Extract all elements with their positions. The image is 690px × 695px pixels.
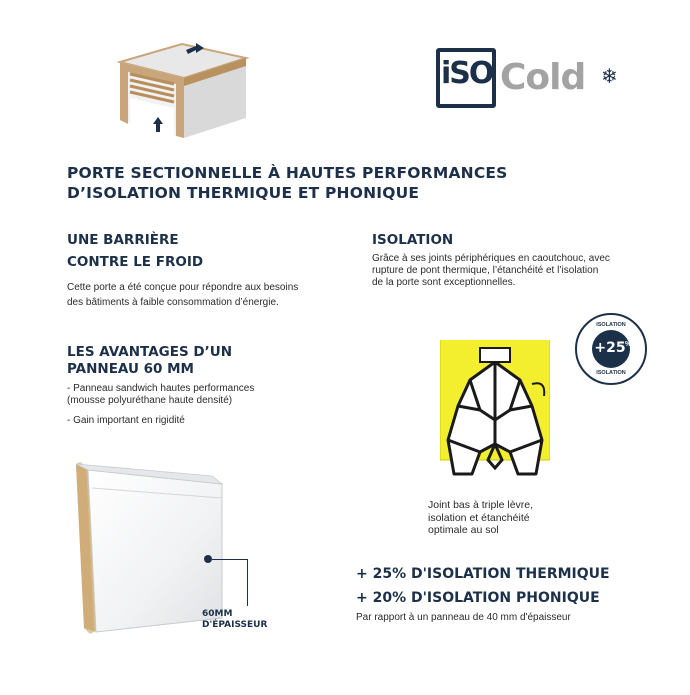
panel-label-line2: D'ÉPAISSEUR	[202, 620, 268, 630]
isolation-heading: ISOLATION	[372, 232, 454, 248]
barrier-heading-line1: UNE BARRIÈRE	[67, 232, 179, 248]
barrier-heading-line2: CONTRE LE FROID	[67, 254, 204, 270]
panel-marker-line-vertical	[247, 559, 248, 606]
isocold-logo	[436, 48, 626, 108]
page-title	[67, 163, 627, 203]
isolation-text-line3: de la porte sont exceptionnelles.	[372, 277, 516, 288]
performance-section	[356, 562, 676, 624]
advantages-section	[67, 344, 357, 427]
badge-top-text: ISOLATION	[596, 322, 626, 328]
advantage-item2: - Gain important en rigidité	[67, 415, 185, 426]
logo-iso-box	[436, 48, 496, 108]
joint-illustration	[440, 340, 550, 492]
advantages-heading-line1: LES AVANTAGES D’UN	[67, 344, 232, 360]
isolation-section	[372, 229, 662, 289]
logo-iso-text: iSO	[441, 56, 493, 91]
panel-marker-line	[212, 559, 248, 560]
isolation-text-line1: Grâce à ses joints périphériques en caoutchouc, avec	[372, 253, 610, 264]
advantage-item1-line1: - Panneau sandwich hautes performances	[67, 383, 255, 394]
logo-iso-inner	[440, 52, 492, 104]
barrier-section	[67, 229, 357, 310]
advantage-item1-line2: (mousse polyuréthane haute densité)	[67, 395, 233, 406]
badge-value: +25	[594, 340, 626, 356]
garage-illustration	[112, 40, 252, 145]
badge-bottom-text: ISOLATION	[596, 370, 626, 376]
panel-label-line1: 60MM	[202, 609, 233, 619]
performance-note: Par rapport à un panneau de 40 mm d'épaisseur	[356, 612, 571, 623]
barrier-text-line2: des bâtiments à faible consommation d’énergie.	[67, 297, 279, 308]
panel-label	[202, 609, 302, 631]
isolation-text-line2: rupture de pont thermique, l’étanchéité et l’isolation	[372, 265, 599, 276]
performance-phonic: + 20% D'ISOLATION PHONIQUE	[356, 590, 600, 606]
badge-unit: %	[625, 341, 632, 348]
snowflake-icon: ❄	[601, 66, 618, 88]
title-line1: PORTE SECTIONNELLE À HAUTES PERFORMANCES	[67, 164, 508, 182]
title-line2: D’ISOLATION THERMIQUE ET PHONIQUE	[67, 184, 420, 202]
joint-caption-line2: isolation et étanchéité	[428, 511, 530, 524]
performance-thermal: + 25% D'ISOLATION THERMIQUE	[356, 566, 610, 582]
joint-caption-line1: Joint bas à triple lèvre,	[428, 499, 534, 511]
joint-caption-line3: optimale au sol	[428, 524, 499, 536]
panel-marker-dot	[204, 555, 212, 563]
advantages-heading-line2: PANNEAU 60 MM	[67, 361, 194, 377]
isolation-badge	[574, 312, 648, 386]
logo-cold-text: Cold	[500, 57, 586, 98]
barrier-text-line1: Cette porte a été conçue pour répondre aux besoins	[67, 282, 299, 293]
joint-caption	[428, 499, 588, 537]
